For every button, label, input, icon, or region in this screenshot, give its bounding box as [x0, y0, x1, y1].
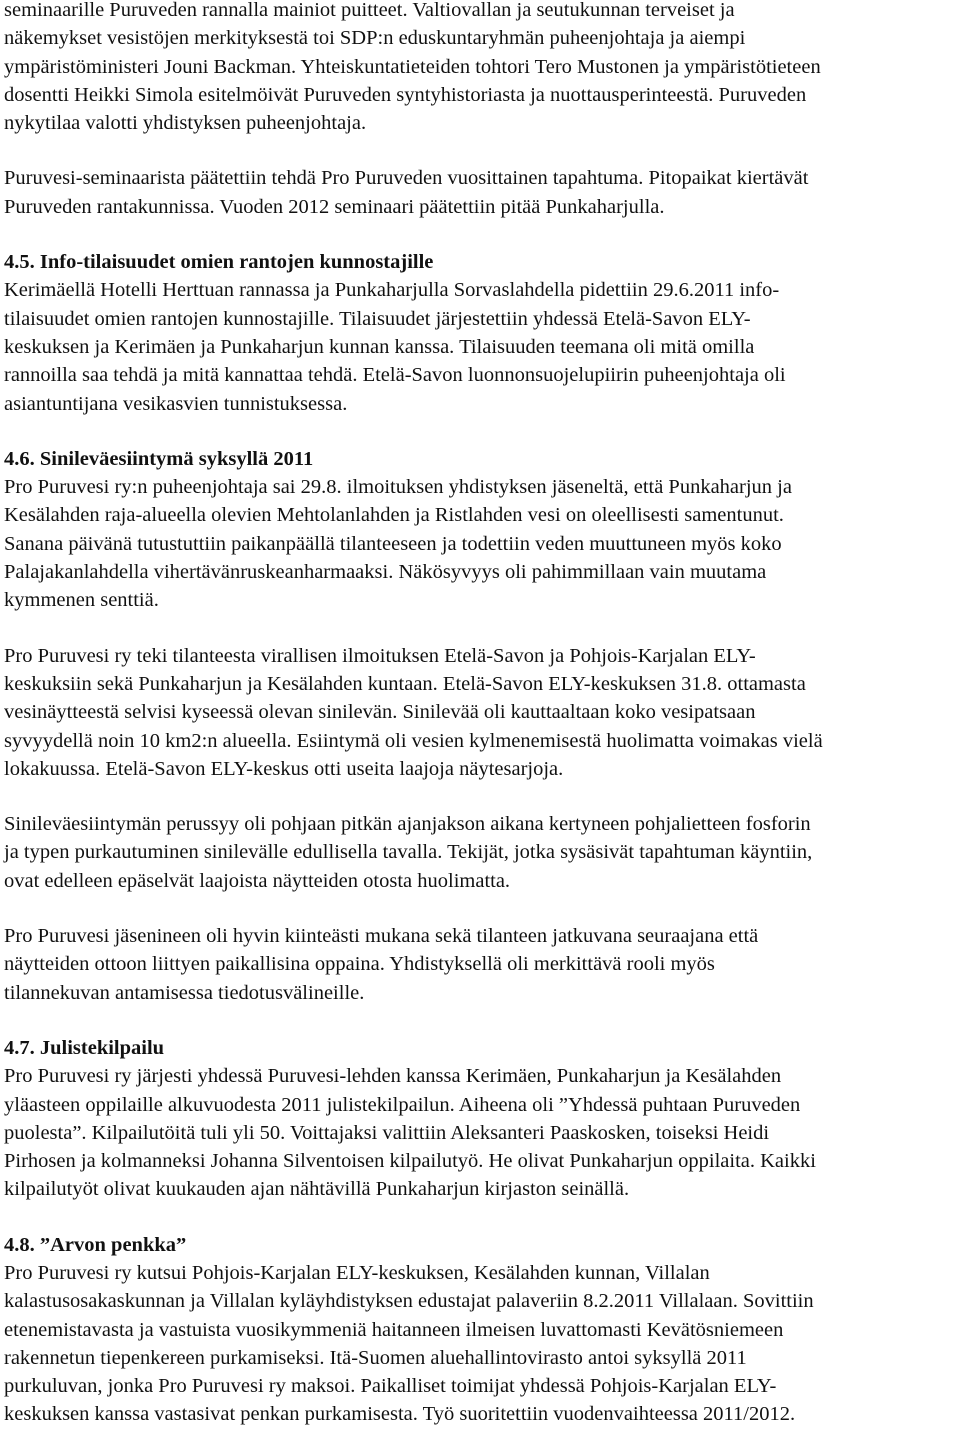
section-body: Kerimäellä Hotelli Herttuan rannassa ja Punkaharjulla Sorvaslahdella pidettiin 29.6.2011 info- tilaisuudet omien rantojen kunnostajille. Tilaisuudet järjestettiin yhdessä Etelä-Savon ELY- keskuksen ja Kerimäen ja Punkaharjun kunnan kanssa. Tilaisuuden teemana oli mitä omilla rannoilla saa tehdä ja mitä kannattaa tehdä. Etelä-Savon luonnonsuojelupiirin puheenjohtaja oli asiantuntijana vesikasvien tunnistuksessa.	[4, 279, 786, 415]
section-body: Pro Puruvesi ry:n puheenjohtaja sai 29.8. ilmoituksen yhdistyksen jäseneltä, että Punkaharjun ja Kesälahden raja-alueella olevien Mehtolanlahden ja Ristlahden vesi on oleellisesti samentunut. Sanana päivänä tutustuttiin paikanpäällä tilanteeseen ja todettiin veden muuttuneen myös koko Palajakanlahdella vihertävänruskeanharmaaksi. Näkösyvyys oli pahimmillaan vain muutama kymmenen senttiä.	[4, 476, 792, 612]
section-heading: 4.6. Sinileväesiintymä syksyllä 2011	[4, 447, 314, 470]
section-4-5	[4, 248, 952, 418]
intro-paragraph-1: seminaarille Puruveden rannalla mainiot puitteet. Valtiovallan ja seutukunnan terveiset ja näkemykset vesistöjen merkityksestä toi SDP:n eduskuntaryhmän puheenjohtaja ja aiempi ympäristöministeri Jouni Backman. Yhteiskuntatieteiden tohtori Tero Mustonen ja ympäristötieteen dosentti Heikki Simola esitelmöivät Puruveden syntyhistoriasta ja nuottausperinteestä. Puruveden nykytilaa valotti yhdistyksen puheenjohtaja.	[4, 0, 821, 135]
section-4-6-paragraph-3: Sinileväesiintymän perussyy oli pohjaan pitkän ajanjakson aikana kertyneen pohjalietteen fosforin ja typen purkautuminen sinilevälle edullisella tavalla. Tekijät, jotka sysäsivät tapahtuman käyntiin, ovat edelleen epäselvät laajoista näytteiden otosta huolimatta.	[4, 813, 813, 892]
intro-paragraph-2: Puruvesi-seminaarista päätettiin tehdä Pro Puruveden vuosittainen tapahtuma. Pitopaikat kiertävät Puruveden rantakunnissa. Vuoden 2012 seminaari päätettiin pitää Punkaharjulla.	[4, 167, 809, 218]
section-heading: 4.7. Julistekilpailu	[4, 1036, 165, 1059]
section-4-8	[4, 1231, 952, 1429]
section-4-7	[4, 1034, 952, 1204]
section-body: Pro Puruvesi ry järjesti yhdessä Puruvesi-lehden kanssa Kerimäen, Punkaharjun ja Kesälahden yläasteen oppilaille alkuvuodesta 2011 julistekilpailun. Aiheena oli ”Yhdessä puhtaan Puruveden puolesta”. Kilpailutöitä tuli yli 50. Voittajaksi valittiin Aleksanteri Paaskosken, toiseksi Heidi Pirhosen ja kolmanneksi Johanna Silventoisen kilpailutyö. He olivat Punkaharjun oppilaita. Kaikki kilpailutyöt olivat kuukauden ajan nähtävillä Punkaharjun kirjaston seinällä.	[4, 1065, 816, 1201]
section-heading: 4.8. ”Arvon penkka”	[4, 1233, 187, 1256]
section-4-6	[4, 445, 952, 615]
section-4-6-paragraph-2: Pro Puruvesi ry teki tilanteesta virallisen ilmoituksen Etelä-Savon ja Pohjois-Karjalan ELY- keskuksiin sekä Punkaharjun ja Kesälahden kuntaan. Etelä-Savon ELY-keskuksen 31.8. ottamasta vesinäytteestä selvisi kyseessä olevan sinilevän. Sinilevää oli kauttaaltaan koko vesipatsaan syvyydellä noin 10 km2:n alueella. Esiintymä oli vesien kylmenemisestä huolimatta voimakas vielä lokakuussa. Etelä-Savon ELY-keskus otti useita laajoja näytesarjoja.	[4, 644, 823, 780]
section-body: Pro Puruvesi ry kutsui Pohjois-Karjalan ELY-keskuksen, Kesälahden kunnan, Villalan kalastusosakaskunnan ja Villalan kyläyhdistyksen edustajat palaveriin 8.2.2011 Villalaan. Sovittiin etenemistavasta ja vastuista vuosikymmeniä haitanneen ilmeisen luvattomasti Kevätösniemeen rakennetun tiepenkereen purkamiseksi. Itä-Suomen aluehallintovirasto antoi syksyllä 2011 purkuluvan, jonka Pro Puruvesi ry maksoi. Paikalliset toimijat yhdessä Pohjois-Karjalan ELY- keskuksen kanssa vastasivat penkan purkamisesta. Työ suoritettiin vuodenvaihteessa 2011/2012.	[4, 1261, 814, 1426]
section-4-6-paragraph-4: Pro Puruvesi jäsenineen oli hyvin kiinteästi mukana sekä tilanteen jatkuvana seuraajana että näytteiden ottoon liittyen paikallisina oppaina. Yhdistyksellä oli merkittävä rooli myös tilannekuvan antamisessa tiedotusvälineille.	[4, 925, 759, 1004]
section-heading: 4.5. Info-tilaisuudet omien rantojen kunnostajille	[4, 251, 434, 274]
